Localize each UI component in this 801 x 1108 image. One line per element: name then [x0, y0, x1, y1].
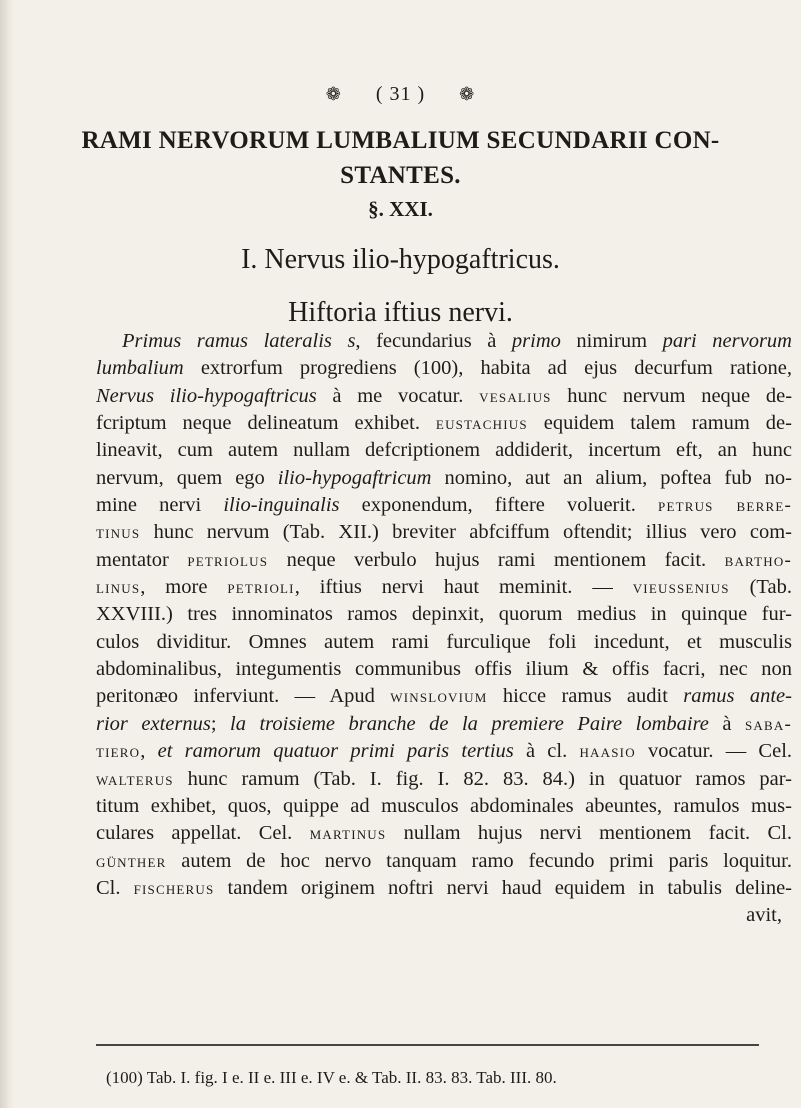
body-text-line: culos dividitur. Omnes autem rami furculique foli incedunt, et musculis: [96, 630, 792, 653]
body-text-line: avit,: [746, 904, 782, 927]
flower-ornament-icon: ❁: [459, 84, 476, 104]
body-text-line: Cl. fischerus tandem originem noftri nervi haud equidem in tabulis deline-: [96, 876, 792, 899]
body-text-line: Primus ramus lateralis s, fecundarius à primo nimirum pari nervorum: [122, 330, 792, 352]
running-header: [0, 83, 801, 106]
body-text: [96, 328, 792, 930]
body-text-line: Nervus ilio-hypogaftricus à me vocatur. vesalius hunc nervum neque de-: [96, 384, 793, 407]
section-number: §. XXI.: [368, 197, 433, 221]
body-text-line: tinus hunc nervum (Tab. XII.) breviter abfciffum oftendit; illius vero com-: [96, 521, 792, 544]
footnote: (100) Tab. I. fig. I e. II e. III e. IV e. & Tab. II. 83. 83. Tab. III. 80.: [106, 1068, 557, 1087]
body-text-line: tiero, et ramorum quatuor primi paris tertius à cl. haasio vocatur. — Cel.: [96, 740, 793, 763]
body-text-line: linus, more petrioli, iftius nervi haut meminit. — vieussenius (Tab.: [96, 576, 792, 599]
body-text-line: walterus hunc ramum (Tab. I. fig. I. 82. 83. 84.) in quatuor ramos par-: [96, 767, 792, 790]
body-text-line: nervum, quem ego ilio-hypogaftricum nomino, aut an alium, poftea fub no-: [96, 466, 792, 489]
footnote-rule: [96, 1044, 759, 1046]
body-text-line: lumbalium extrorfum progrediens (100), habita ad ejus decurfum ratione,: [96, 357, 792, 380]
body-text-line: abdominalibus, integumentis communibus offis ilium & offis facri, nec non: [96, 658, 792, 681]
body-text-line: culares appellat. Cel. martinus nullam hujus nervi mentionem facit. Cl.: [96, 822, 792, 845]
chapter-title-line: RAMI NERVORUM LUMBALIUM SECUNDARII CON-: [81, 127, 720, 154]
body-text-line: mine nervi ilio-inguinalis exponendum, fiftere voluerit. petrus berre-: [96, 494, 792, 517]
chapter-title-line: STANTES.: [340, 162, 461, 189]
body-text-line: titum exhibet, quos, quippe ad musculos abdominales abeuntes, ramulos mus-: [96, 794, 792, 817]
body-text-line: rior externus; la troisieme branche de la premiere Paire lombaire à saba-: [96, 712, 792, 735]
body-text-line: mentator petriolus neque verbulo hujus rami mentionem facit. bartho-: [96, 548, 792, 571]
flower-ornament-icon: ❁: [325, 84, 342, 104]
history-heading: Hiftoria iftius nervi.: [288, 297, 513, 328]
body-text-line: günther autem de hoc nervo tanquam ramo fecundo primi paris loquitur.: [96, 849, 792, 872]
body-text-line: lineavit, cum autem nullam defcriptionem addiderit, incertum eft, an hunc: [96, 439, 792, 462]
subsection-heading: I. Nervus ilio-hypogaftricus.: [241, 244, 560, 275]
body-text-line: fcriptum neque delineatum exhibet. eustachius equidem talem ramum de-: [96, 412, 792, 435]
chapter-title: [0, 123, 801, 193]
page-number: ( 31 ): [375, 83, 426, 105]
body-text-line: peritonæo inferviunt. — Apud winslovium hicce ramus audit ramus ante-: [96, 685, 792, 708]
body-text-line: XXVIII.) tres innominatos ramos depinxit, quorum medius in quinque fur-: [96, 603, 792, 626]
